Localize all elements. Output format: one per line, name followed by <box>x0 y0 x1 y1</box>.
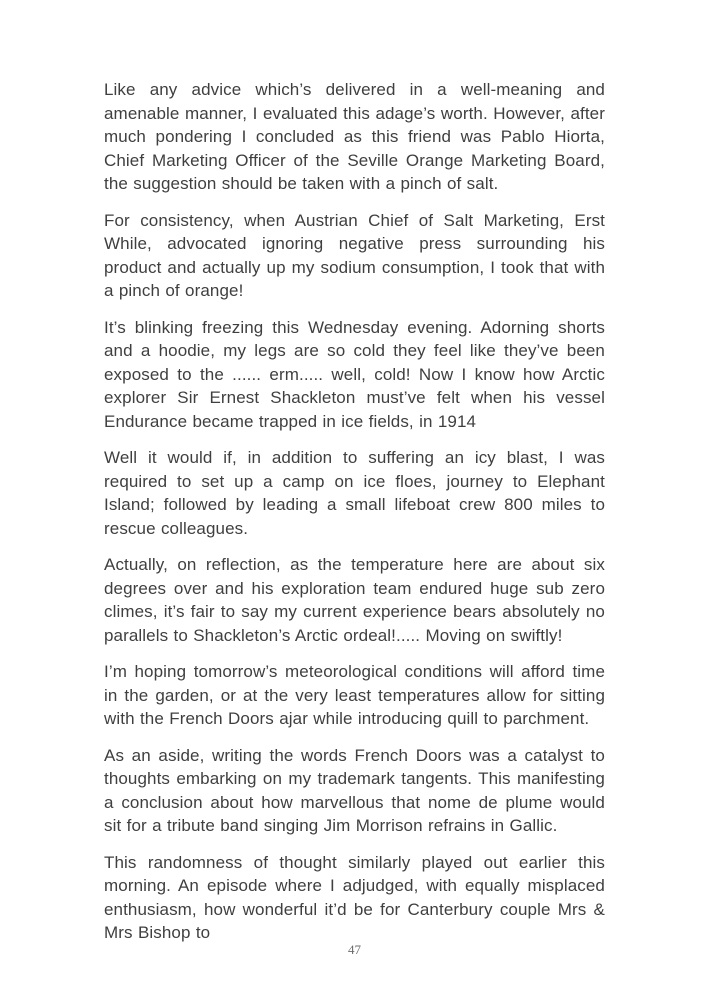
paragraph: For consistency, when Austrian Chief of Salt Marketing, Erst While, advocated ignoring negative press surrounding his product and actually up my sodium consumption, I took that with a pinch of orange! <box>104 210 605 300</box>
paragraph: This randomness of thought similarly played out earlier this morning. An episode where I adjudged, with equally misplaced enthusiasm, how wonderful it’d be for Canterbury couple Mrs & Mrs Bishop to <box>104 852 605 942</box>
paragraph: As an aside, writing the words French Doors was a catalyst to thoughts embarking on my trademark tangents. This manifesting a conclusion about how marvellous that nome de plume would sit for a tribute band singing Jim Morrison refrains in Gallic. <box>104 745 605 835</box>
page-body-text <box>104 78 605 945</box>
paragraph: Actually, on reflection, as the temperature here are about six degrees over and his exploration team endured huge sub zero climes, it’s fair to say my current experience bears absolutely no parallels to Shackleton’s Arctic ordeal!..... Moving on swiftly! <box>104 555 605 645</box>
paragraph: I’m hoping tomorrow’s meteorological conditions will afford time in the garden, or at the very least temperatures allow for sitting with the French Doors ajar while introducing quill to parchment. <box>104 662 605 728</box>
page-number: 47 <box>348 942 361 957</box>
paragraph: Like any advice which’s delivered in a well-meaning and amenable manner, I evaluated this adage’s worth. However, after much pondering I concluded as this friend was Pablo Hiorta, Chief Marketing Officer of the Seville Orange Marketing Board, the suggestion should be taken with a pinch of salt. <box>104 80 605 193</box>
paragraph: It’s blinking freezing this Wednesday evening. Adorning shorts and a hoodie, my legs are so cold they feel like they’ve been exposed to the ...... erm..... well, cold! Now I know how Arctic explorer Sir Ernest Shackleton must’ve felt when his vessel Endurance became trapped in ice fields, in 1914 <box>104 317 605 431</box>
paragraph: Well it would if, in addition to suffering an icy blast, I was required to set up a camp on ice floes, journey to Elephant Island; followed by leading a small lifeboat crew 800 miles to rescue colleagues. <box>104 448 605 538</box>
